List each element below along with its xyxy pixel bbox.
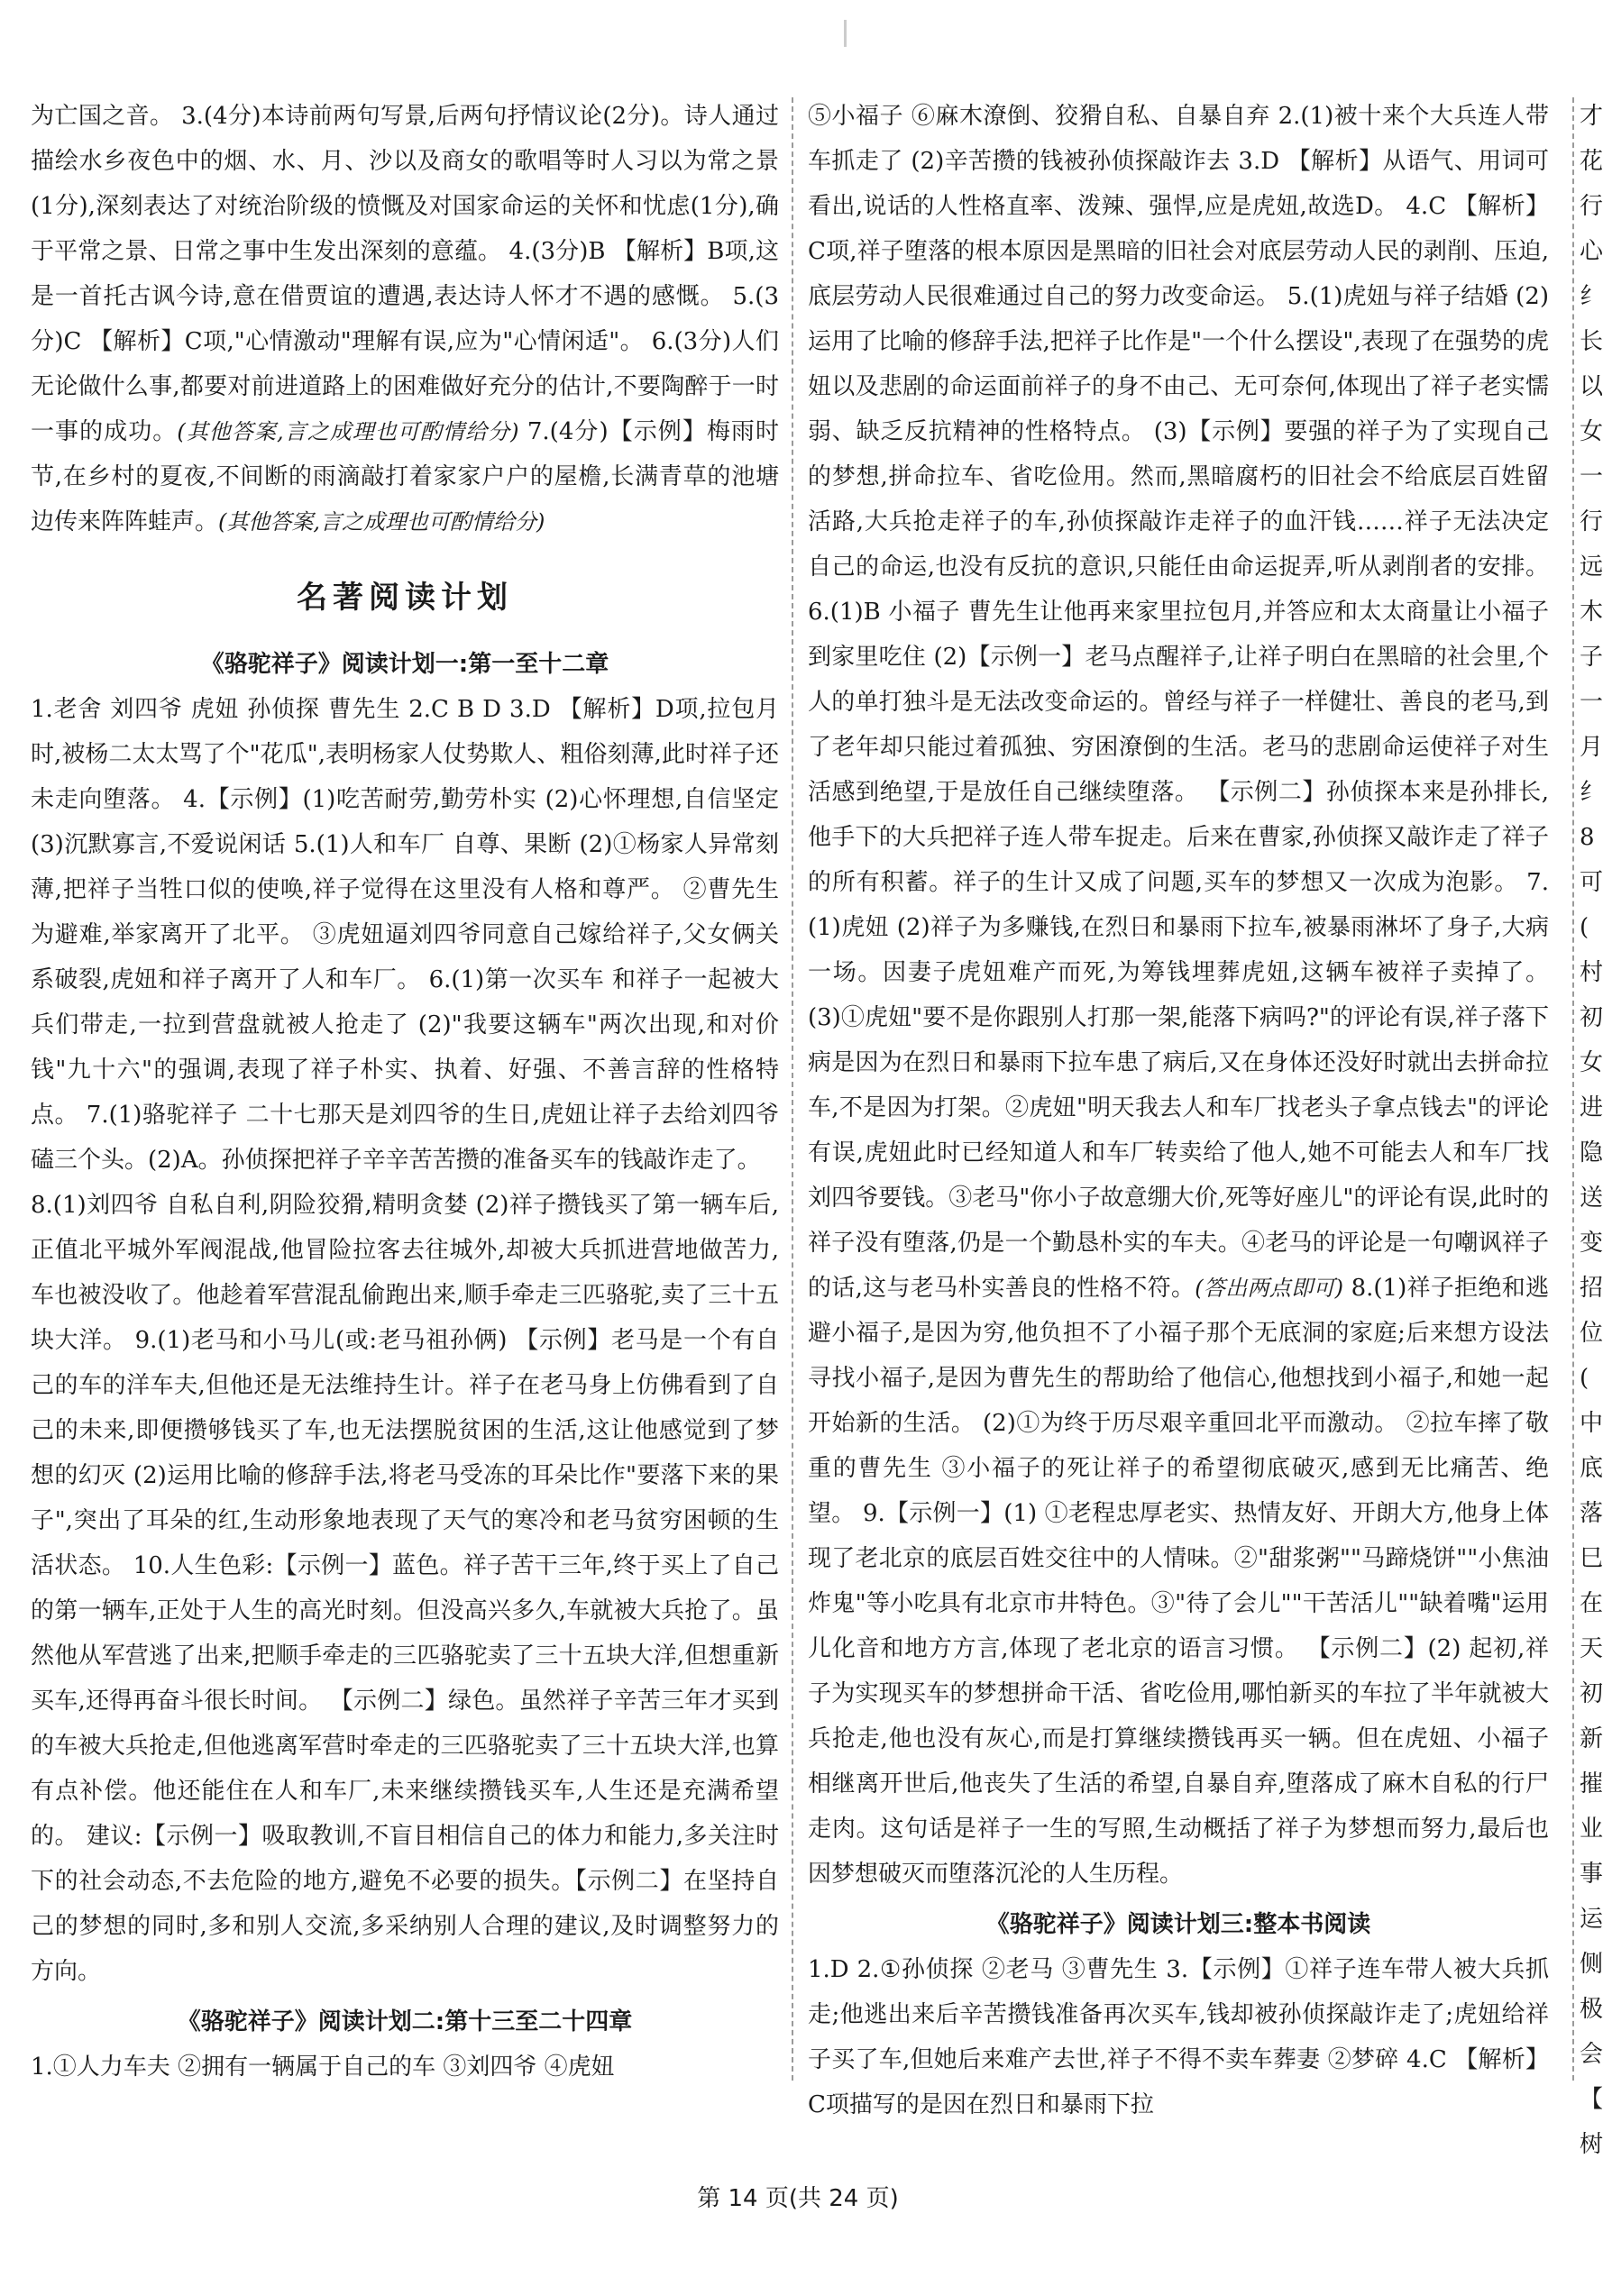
grading-note: (其他答案,言之成理也可酌情给分) (218, 509, 545, 535)
edge-char: 行 (1580, 508, 1603, 535)
edge-char: 业 (1580, 1816, 1603, 1843)
edge-char: 花 (1580, 148, 1603, 175)
edge-char: 一 (1580, 463, 1603, 490)
left-column (31, 94, 779, 2131)
edge-char: 侧 (1580, 1951, 1603, 1978)
edge-char: 可 (1580, 869, 1603, 896)
edge-char: 8 (1580, 824, 1595, 851)
edge-char: 隐 (1580, 1139, 1603, 1166)
edge-char: 树 (1580, 2131, 1603, 2158)
section-title: 名著阅读计划 (297, 580, 513, 616)
column-divider (792, 97, 793, 2081)
scan-mark (844, 20, 847, 47)
edge-char: ( (1580, 914, 1589, 941)
answer-paragraph: 1.D 2.①孙侦探 ②老马 ③曹先生 3.【示例】①祥子连车带人被大兵抓走;他逃出来后辛苦攒钱准备再次买车,钱却被孙侦探敲诈走了;虎妞给祥子买了车,但她后来难产去世,祥子不得不卖车葬妻 ②梦碎 4.C 【解析】C项描写的是因在烈日和暴雨下拉 (808, 1956, 1549, 2118)
edge-char: 村 (1580, 959, 1603, 986)
edge-char: 送 (1580, 1185, 1603, 1212)
edge-char: 会 (1580, 2041, 1603, 2068)
answer-paragraph: 1.老舍 刘四爷 虎妞 孙侦探 曹先生 2.C B D 3.D 【解析】D项,拉包月时,被杨二太太骂了个"花瓜",表明杨家人仗势欺人、粗俗刻薄,此时祥子还未走向堕落。 4.【示例】(1)吃苦耐劳,勤劳朴实 (2)心怀理想,自信坚定 (3)沉默寡言,不爱说闲话 5.(1)人和车厂 自尊、果断 (2)①杨家人异常刻薄,把祥子当牲口似的使唤,祥子觉得在这里没有人格和尊严。 ②曹先生为避难,举家离开了北平。 ③虎妞逼刘四爷同意自己嫁给祥子,父女俩关系破裂,虎妞和祥子离开了人和车厂。 6.(1)第一次买车 和祥子一起被大兵们带走,一拉到营盘就被人抢走了 (2)"我要这辆车"两次出现,和对价钱"九十六"的强调,表现了祥子朴实、执着、好强、不善言辞的性格特点。 7.(1)骆驼祥子 二十七那天是刘四爷的生日,虎妞让祥子去给刘四爷磕三个头。(2)A。孙侦探把祥子辛辛苦苦攒的准备买车的钱敲诈走了。 (31, 696, 779, 1174)
answer-paragraph: 8.(1)刘四爷 自私自利,阴险狡猾,精明贪婪 (2)祥子攒钱买了第一辆车后,正值北平城外军阀混战,他冒险拉客去往城外,却被大兵抓进营地做苦力,车也被没收了。他趁着军营混乱偷跑出来,顺手牵走三匹骆驼,卖了三十五块大洋。 9.(1)老马和小马儿(或:老马祖孙俩) 【示例】老马是一个有自己的车的洋车夫,但他还是无法维持生计。祥子在老马身上仿佛看到了自己的未来,即便攒够钱买了车,也无法摆脱贫困的生活,这让他感觉到了梦想的幻灭 (2)运用比喻的修辞手法,将老马受冻的耳朵比作"要落下来的果子",突出了耳朵的红,生动形象地表现了天气的寒冷和老马贫穷困顿的生活状态。 10.人生色彩:【示例一】蓝色。祥子苦干三年,终于买上了自己的第一辆车,正处于人生的高光时刻。但没高兴多久,车就被大兵抢了。虽然他从军营逃了出来,把顺手牵走的三匹骆驼卖了三十五块大洋,但想重新买车,还得再奋斗很长时间。 【示例二】绿色。虽然祥子辛苦三年才买到的车被大兵抢走,但他逃离军营时牵走的三匹骆驼卖了三十五块大洋,也算有点补偿。他还能住在人和车厂,未来继续攒钱买车,人生还是充满希望的。 建议:【示例一】吸取教训,不盲目相信自己的体力和能力,多关注时下的社会动态,不去危险的地方,避免不必要的损失。【示例二】在坚持自己的梦想的同时,多和别人交流,多采纳别人合理的建议,及时调整努力的方向。 (31, 1192, 779, 1985)
edge-char: 【 (1580, 2086, 1603, 2113)
right-column (808, 94, 1550, 2118)
edge-char: 天 (1580, 1635, 1603, 1662)
edge-char: 进 (1580, 1094, 1603, 1121)
edge-char: 木 (1580, 599, 1603, 626)
edge-char: 变 (1580, 1230, 1603, 1257)
edge-char: 行 (1580, 193, 1603, 220)
next-column-edge (1580, 94, 1603, 2158)
edge-char: ( (1580, 1365, 1589, 1392)
edge-char: 远 (1580, 553, 1603, 581)
edge-char: 女 (1580, 1049, 1603, 1076)
edge-char: 极 (1580, 1996, 1603, 2023)
edge-char: 巳 (1580, 1545, 1603, 1572)
reading-plan-2-title: 《骆驼祥子》阅读计划二:第十三至二十四章 (177, 2008, 633, 2035)
edge-char: 女 (1580, 418, 1603, 445)
edge-char: 在 (1580, 1590, 1603, 1617)
edge-char: 中 (1580, 1410, 1603, 1437)
edge-char: 子 (1580, 644, 1603, 671)
answer-paragraph: 1.①人力车夫 ②拥有一辆属于自己的车 ③刘四爷 ④虎妞 (31, 2054, 615, 2081)
edge-char: 摧 (1580, 1770, 1603, 1797)
edge-char: 招 (1580, 1275, 1603, 1302)
grading-note: (答出两点即可) (1195, 1276, 1344, 1301)
edge-char: 长 (1580, 328, 1603, 355)
edge-char: 落 (1580, 1500, 1603, 1527)
reading-plan-1-title: 《骆驼祥子》阅读计划一:第一至十二章 (200, 651, 609, 678)
edge-char: 初 (1580, 1004, 1603, 1031)
answer-paragraph: 为亡国之音。 3.(4分)本诗前两句写景,后两句抒情议论(2分)。诗人通过描绘水乡夜色中的烟、水、月、沙以及商女的歌唱等时人习以为常之景(1分),深刻表达了对统治阶级的愤慨及对国家命运的关怀和忧虑(1分),确于平常之景、日常之事中生发出深刻的意蕴。 4.(3分)B 【解析】B项,这是一首托古讽今诗,意在借贾谊的遭遇,表达诗人怀才不遇的感慨。 5.(3分)C 【解析】C项,"心情激动"理解有误,应为"心情闲适"。 6.(3分)人们无论做什么事,都要对前进道路上的困难做好充分的估计,不要陶醉于一时一事的成功。(其他答案,言之成理也可酌情给分) 7.(4分)【示例】梅雨时节,在乡村的夏夜,不间断的雨滴敲打着家家户户的屋檐,长满青草的池塘边传来阵阵蛙声。(其他答案,言之成理也可酌情给分) (31, 103, 779, 535)
edge-char: 运 (1580, 1906, 1603, 1933)
grading-note: (其他答案,言之成理也可酌情给分) (177, 419, 519, 444)
edge-char: 位 (1580, 1320, 1603, 1347)
page-number: 第 14 页(共 24 页) (697, 2185, 899, 2212)
edge-char: 事 (1580, 1861, 1603, 1888)
reading-plan-3-title: 《骆驼祥子》阅读计划三:整本书阅读 (985, 1911, 1371, 1938)
edge-char: 底 (1580, 1455, 1603, 1482)
edge-char: 初 (1580, 1680, 1603, 1707)
edge-char: 月 (1580, 734, 1603, 761)
edge-char: 纟 (1580, 283, 1603, 310)
edge-char: 才 (1580, 103, 1603, 130)
edge-char: 纟 (1580, 779, 1603, 806)
edge-char: 以 (1580, 373, 1603, 400)
column-divider (1572, 97, 1574, 2081)
answer-paragraph: ⑤小福子 ⑥麻木潦倒、狡猾自私、自暴自弃 2.(1)被十来个大兵连人带车抓走了 (2)辛苦攒的钱被孙侦探敲诈去 3.D 【解析】从语气、用词可看出,说话的人性格直率、泼辣、强悍,应是虎妞,故选D。 4.C 【解析】C项,祥子堕落的根本原因是黑暗的旧社会对底层劳动人民的剥削、压迫,底层劳动人民很难通过自己的努力改变命运。 5.(1)虎妞与祥子结婚 (2)运用了比喻的修辞手法,把祥子比作是"一个什么摆设",表现了在强势的虎妞以及悲剧的命运面前祥子的身不由己、无可奈何,体现出了祥子老实懦弱、缺乏反抗精神的性格特点。 (3)【示例】要强的祥子为了实现自己的梦想,拼命拉车、省吃俭用。然而,黑暗腐朽的旧社会不给底层百姓留活路,大兵抢走祥子的车,孙侦探敲诈走祥子的血汗钱……祥子无法决定自己的命运,也没有反抗的意识,只能任由命运捉弄,听从剥削者的安排。 6.(1)B 小福子 曹先生让他再来家里拉包月,并答应和太太商量让小福子到家里吃住 (2)【示例一】老马点醒祥子,让祥子明白在黑暗的社会里,个人的单打独斗是无法改变命运的。曾经与祥子一样健壮、善良的老马,到了老年却只能过着孤独、穷困潦倒的生活。老马的悲剧命运使祥子对生活感到绝望,于是放任自己继续堕落。 【示例二】孙侦探本来是孙排长,他手下的大兵把祥子连人带车捉走。后来在曹家,孙侦探又敲诈走了祥子的所有积蓄。祥子的生计又成了问题,买车的梦想又一次成为泡影。 7.(1)虎妞 (2)祥子为多赚钱,在烈日和暴雨下拉车,被暴雨淋坏了身子,大病一场。因妻子虎妞难产而死,为筹钱埋葬虎妞,这辆车被祥子卖掉了。 (3)①虎妞"要不是你跟别人打那一架,能落下病吗?"的评论有误,祥子落下病是因为在烈日和暴雨下拉车患了病后,又在身体还没好时就出去拼命拉车,不是因为打架。②虎妞"明天我去人和车厂找老头子拿点钱去"的评论有误,虎妞此时已经知道人和车厂转卖给了他人,她不可能去人和车厂找刘四爷要钱。③老马"你小子故意绷大价,死等好座儿"的评论有误,此时的祥子没有堕落,仍是一个勤恳朴实的车夫。④老马的评论是一句嘲讽祥子的话,这与老马朴实善良的性格不符。(答出两点即可) 8.(1)祥子拒绝和逃避小福子,是因为穷,他负担不了小福子那个无底洞的家庭;后来想方设法寻找小福子,是因为曹先生的帮助给了他信心,他想找到小福子,和她一起开始新的生活。 (2)①为终于历尽艰辛重回北平而激动。 ②拉车摔了敬重的曹先生 ③小福子的死让祥子的希望彻底破灭,感到无比痛苦、绝望。 9.【示例一】(1) ①老程忠厚老实、热情友好、开朗大方,他身上体现了老北京的底层百姓交往中的人情味。②"甜浆粥""马蹄烧饼""小焦油炸鬼"等小吃具有北京市井特色。③"待了会儿""干苦活儿""缺着嘴"运用儿化音和地方方言,体现了老北京的语言习惯。 【示例二】(2) 起初,祥子为实现买车的梦想拼命干活、省吃俭用,哪怕新买的车拉了半年就被大兵抢走,他也没有灰心,而是打算继续攒钱再买一辆。但在虎妞、小福子相继离开世后,他丧失了生活的希望,自暴自弃,堕落成了麻木自私的行尸走肉。这句话是祥子一生的写照,生动概括了祥子为梦想而努力,最后也因梦想破灭而堕落沉沦的人生历程。 (808, 103, 1550, 1888)
edge-char: 新 (1580, 1725, 1603, 1752)
edge-char: 一 (1580, 689, 1603, 716)
edge-char: 心 (1580, 238, 1603, 265)
